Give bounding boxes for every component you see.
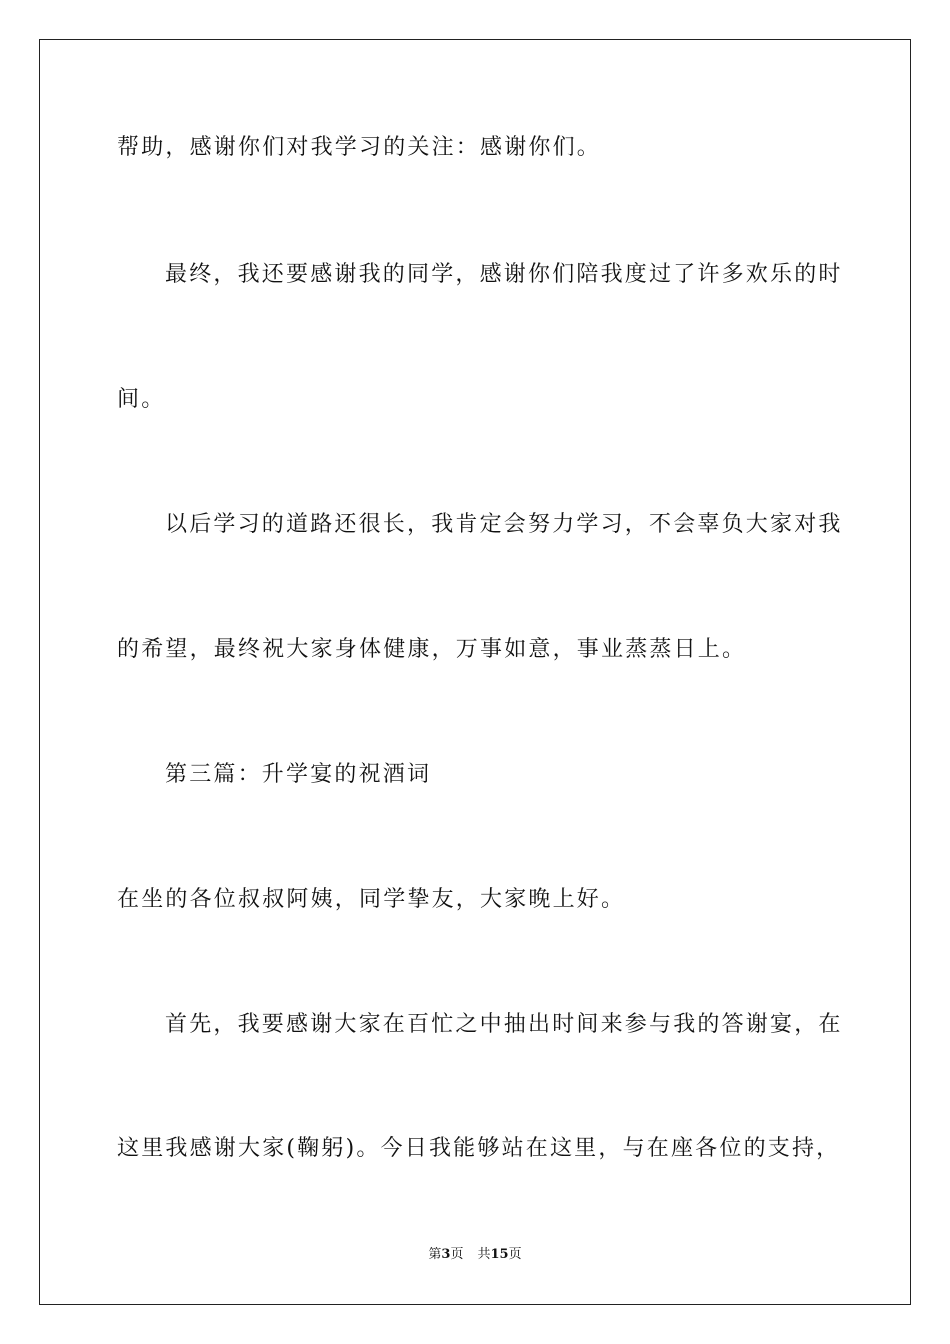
paragraph-line-1: 帮助，感谢你们对我学习的关注：感谢你们。 <box>117 135 602 160</box>
page-footer <box>0 1246 950 1264</box>
paragraph-line-8: 首先，我要感谢大家在百忙之中抽出时间来参与我的答谢宴，在 <box>165 1012 843 1037</box>
page-border <box>39 39 911 1305</box>
paragraph-line-4: 以后学习的道路还很长，我肯定会努力学习，不会辜负大家对我 <box>165 512 843 537</box>
paragraph-line-5: 的希望，最终祝大家身体健康，万事如意，事业蒸蒸日上。 <box>117 637 747 662</box>
paragraph-line-7: 在坐的各位叔叔阿姨，同学挚友，大家晚上好。 <box>117 887 626 912</box>
paragraph-line-2: 最终，我还要感谢我的同学，感谢你们陪我度过了许多欢乐的时 <box>165 262 843 287</box>
paragraph-line-9: 这里我感谢大家(鞠躬)。今日我能够站在这里，与在座各位的支持， <box>117 1136 841 1161</box>
paragraph-line-3: 间。 <box>117 387 166 412</box>
footer-page-number: 3 <box>441 1247 451 1262</box>
footer-total-prefix: 共 <box>477 1247 491 1262</box>
section-heading: 第三篇：升学宴的祝酒词 <box>165 762 432 787</box>
footer-total-pages: 15 <box>490 1247 509 1262</box>
footer-page-prefix: 第 <box>428 1247 442 1262</box>
footer-page-suffix: 页 <box>450 1247 464 1262</box>
footer-total-suffix: 页 <box>508 1247 522 1262</box>
